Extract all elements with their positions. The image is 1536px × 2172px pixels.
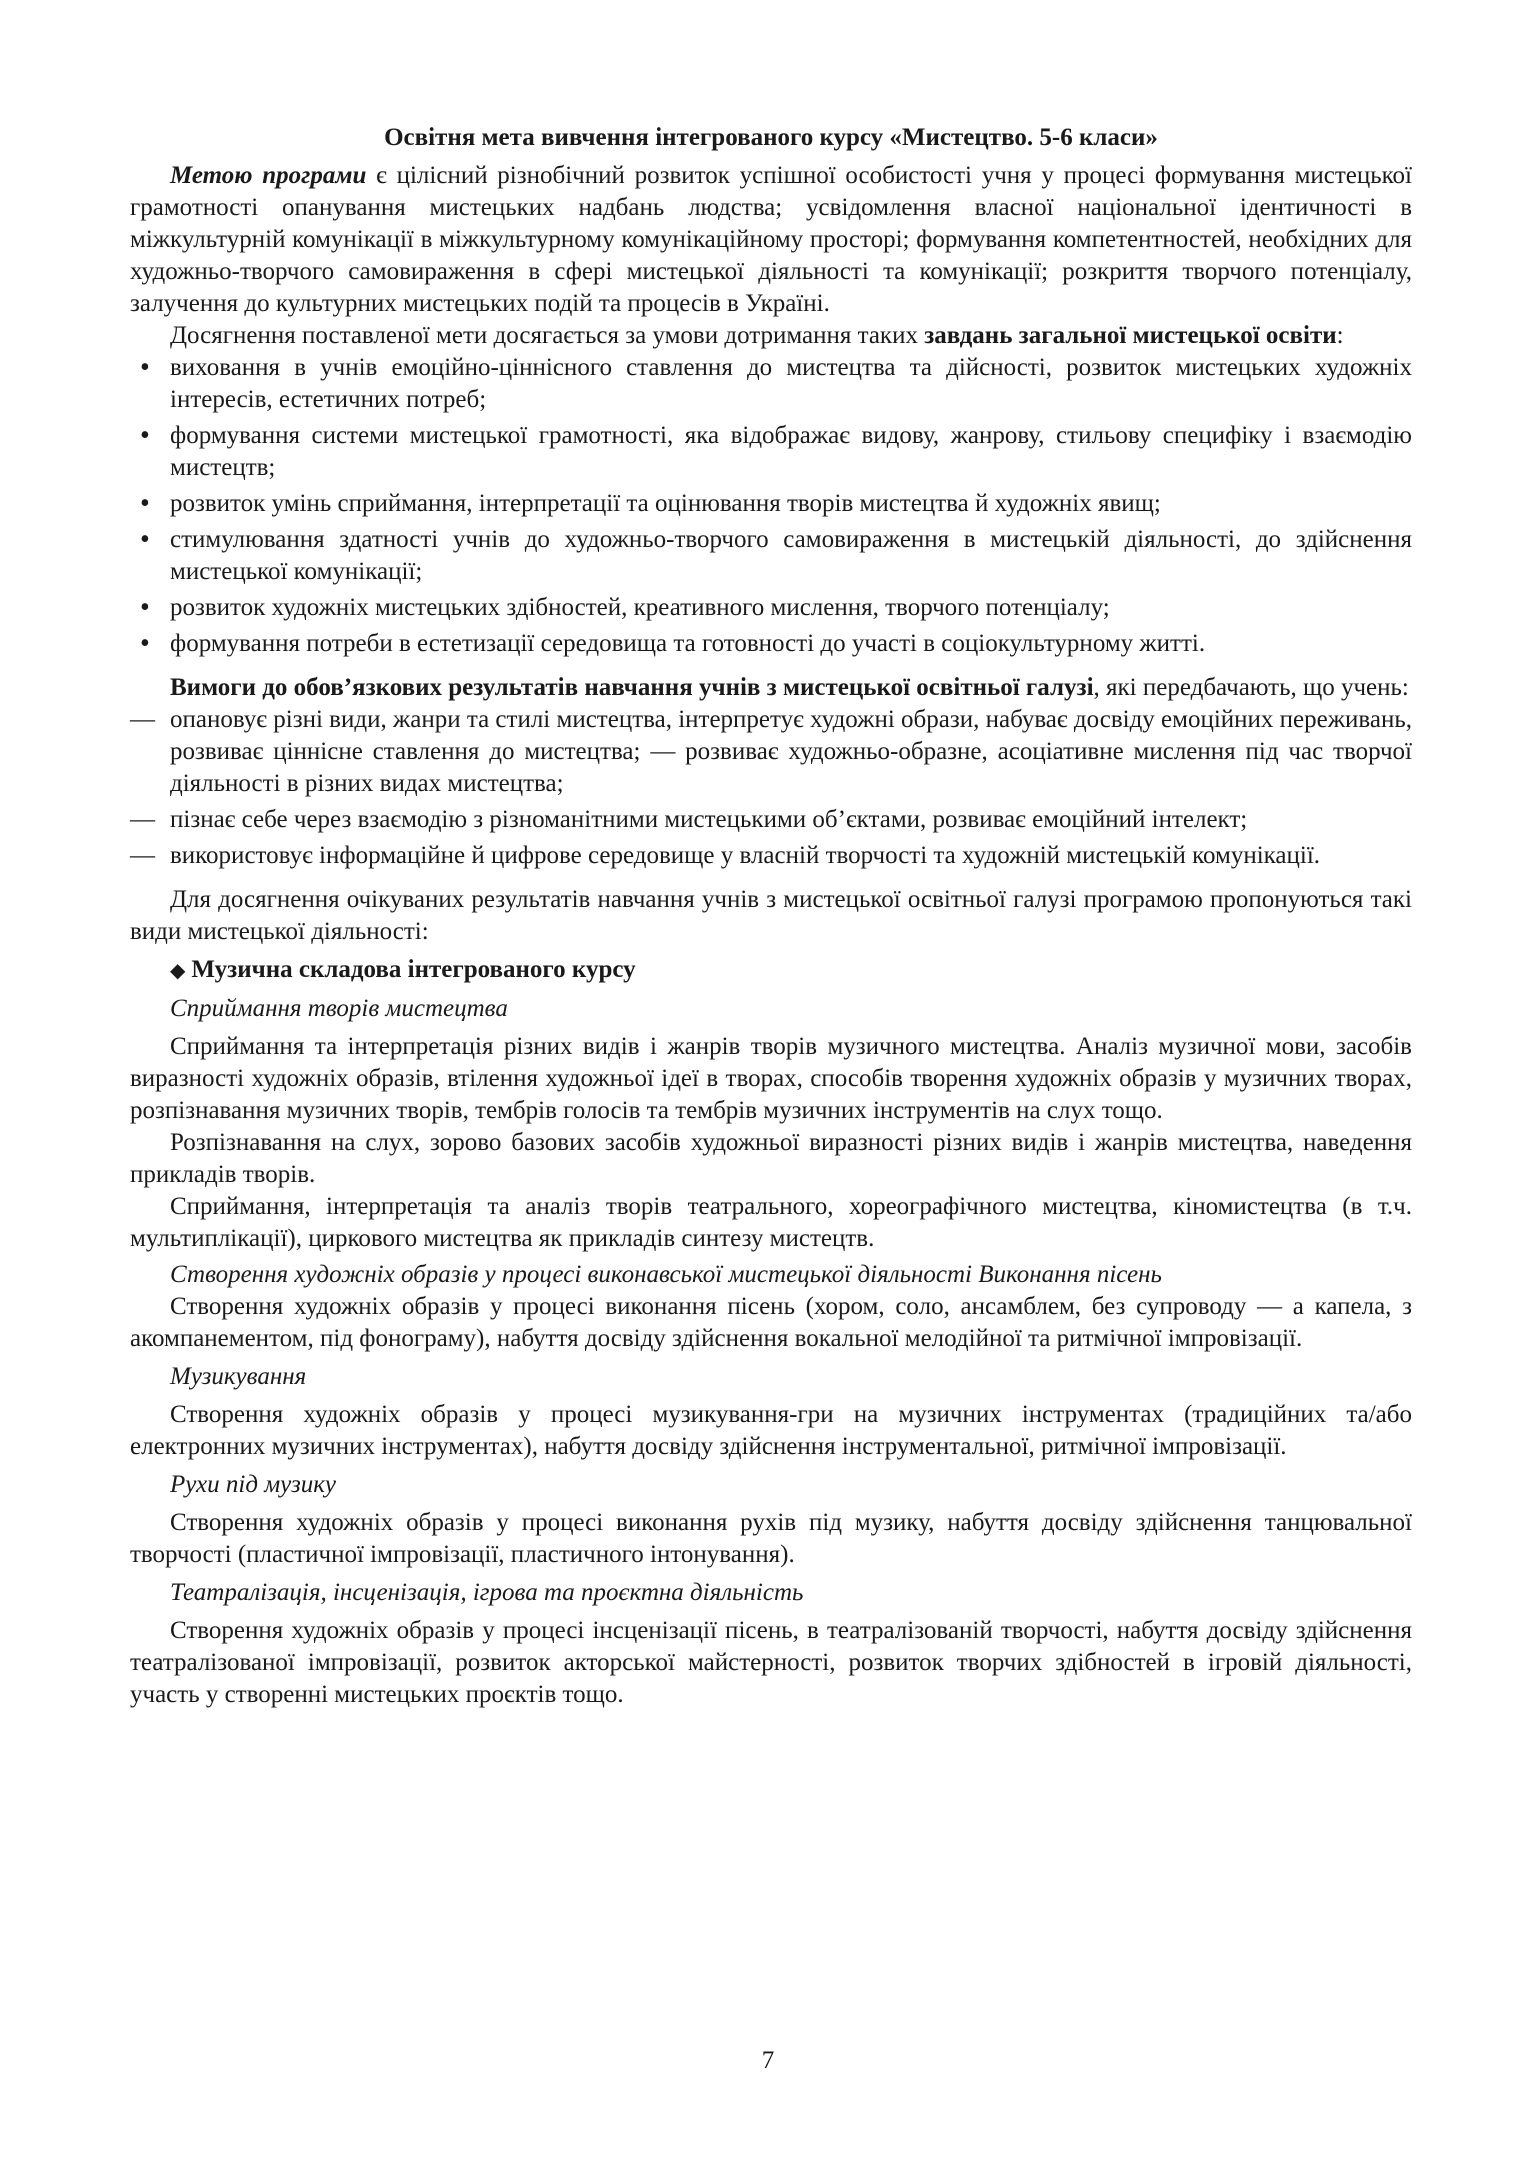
music-making-heading: Музикування xyxy=(170,1363,307,1390)
music-section-heading xyxy=(130,954,1412,987)
page-content xyxy=(130,122,1412,1711)
requirements-intro-text: , які передбачають, що учень: xyxy=(1093,674,1409,701)
list-item: — пізнає себе через взаємодію з різноманітними мистецькими об’єктами, розвиває емоційний інтелект; xyxy=(130,804,1412,836)
diamond-bullet-icon: ◆ xyxy=(170,960,186,982)
theatre-heading: Театралізація, інсценізація, ігрова та проєктна діяльність xyxy=(170,1579,804,1606)
goal-lead: Метою програми xyxy=(170,162,367,189)
creation-paragraph: Створення художніх образів у процесі виконання пісень (хором, соло, ансамблем, без супроводу — а капела, з акомпанементом, під фонограму), набуття досвіду здійснення вокальної мелодійної та ритмічної імпровізації. xyxy=(130,1293,1412,1352)
music-section-title: Музична складова інтегрованого курсу xyxy=(191,956,636,983)
list-item: • формування потреби в естетизації середовища та готовності до участі в соціокультурному житті. xyxy=(130,628,1412,660)
list-item: • розвиток художніх мистецьких здібностей, креативного мислення, творчого потенціалу; xyxy=(130,592,1412,624)
perception-paragraph-2: Розпізнавання на слух, зорово базових засобів художньої виразності різних видів і жанрів мистецтва, наведення прикладів творів. xyxy=(130,1129,1412,1188)
list-item: • розвиток умінь сприймання, інтерпретації та оцінювання творів мистецтва й художніх явищ; xyxy=(130,488,1412,520)
tasks-intro-bold: завдань загальної мистецької освіти xyxy=(924,322,1337,349)
list-item: • стимулювання здатності учнів до художньо-творчого самовираження в мистецькій діяльності, до здійснення мистецької комунікації; xyxy=(130,524,1412,588)
list-item: • формування системи мистецької грамотності, яка відображає видову, жанрову, стильову специфіку і взаємодію мистецтв; xyxy=(130,420,1412,484)
list-item: — опановує різні види, жанри та стилі мистецтва, інтерпретує художні образи, набуває досвіду емоційних переживань, розвиває ціннісне ставлення до мистецтва; — розвиває художньо-образне, асоціативне мислення під час творчої діяльності в різних видах мистецтва; xyxy=(130,704,1412,800)
requirements-list xyxy=(130,704,1412,872)
activities-intro: Для досягнення очікуваних результатів навчання учнів з мистецької освітньої галузі програмою пропонуються такі види мистецької діяльності: xyxy=(130,886,1412,945)
requirements-intro-bold: Вимоги до обов’язкових результатів навчання учнів з мистецької освітньої галузі xyxy=(170,674,1094,701)
perception-heading: Сприймання творів мистецтва xyxy=(170,995,508,1022)
movement-heading: Рухи під музику xyxy=(170,1471,336,1498)
creation-heading: Створення художніх образів у процесі виконавської мистецької діяльності Виконання пісень xyxy=(170,1261,1162,1288)
tasks-intro-tail: : xyxy=(1336,322,1344,349)
page-number: 7 xyxy=(761,2047,775,2074)
perception-paragraph-1: Сприймання та інтерпретація різних видів і жанрів творів музичного мистецтва. Аналіз музичної мови, засобів виразності художніх образів, втілення художньої ідеї в творах, способів творення художніх образів у музичних творах, розпізнавання музичних творів, тембрів голосів та тембрів музичних інструментів на слух тощо. xyxy=(130,1033,1412,1124)
tasks-intro-text: Досягнення поставленої мети досягається за умови дотримання таких xyxy=(170,322,925,349)
goal-text: є цілісний різнобічний розвиток успішної особистості учня у процесі формування мистецької грамотності опанування мистецьких надбань людства; усвідомлення власної національної ідентичності в міжкультурній комунікації в міжкультурному комунікаційному просторі; формування компетентностей, необхідних для художньо-творчого самовираження в сфері мистецької діяльності та комунікації; розкриття творчого потенціалу, залучення до культурних мистецьких подій та процесів в Україні. xyxy=(130,162,1412,317)
tasks-intro xyxy=(130,320,1412,352)
requirements-intro xyxy=(130,672,1412,704)
page-title: Освітня мета вивчення інтегрованого курсу «Мистецтво. 5-6 класи» xyxy=(384,124,1158,151)
goal-paragraph xyxy=(130,160,1412,320)
list-item: — використовує інформаційне й цифрове середовище у власній творчості та художній мистецькій комунікації. xyxy=(130,840,1412,872)
list-item: • виховання в учнів емоційно-ціннісного ставлення до мистецтва та дійсності, розвиток мистецьких художніх інтересів, естетичних потреб; xyxy=(130,352,1412,416)
movement-paragraph: Створення художніх образів у процесі виконання рухів під музику, набуття досвіду здійснення танцювальної творчості (пластичної імпровізації, пластичного інтонування). xyxy=(130,1509,1412,1568)
theatre-paragraph: Створення художніх образів у процесі інсценізації пісень, в театралізованій творчості, набуття досвіду здійснення театралізованої імпровізації, розвиток акторської майстерності, розвиток творчих здібностей в ігровій діяльності, участь у створенні мистецьких проєктів тощо. xyxy=(130,1617,1412,1708)
perception-paragraph-3: Сприймання, інтерпретація та аналіз творів театрального, хореографічного мистецтва, кіномистецтва (в т.ч. мультиплікації), циркового мистецтва як прикладів синтезу мистецтв. xyxy=(130,1193,1412,1252)
music-making-paragraph: Створення художніх образів у процесі музикування-гри на музичних інструментах (традиційних та/або електронних музичних інструментах), набуття досвіду здійснення інструментальної, ритмічної імпровізації. xyxy=(130,1401,1412,1460)
tasks-list xyxy=(130,352,1412,660)
